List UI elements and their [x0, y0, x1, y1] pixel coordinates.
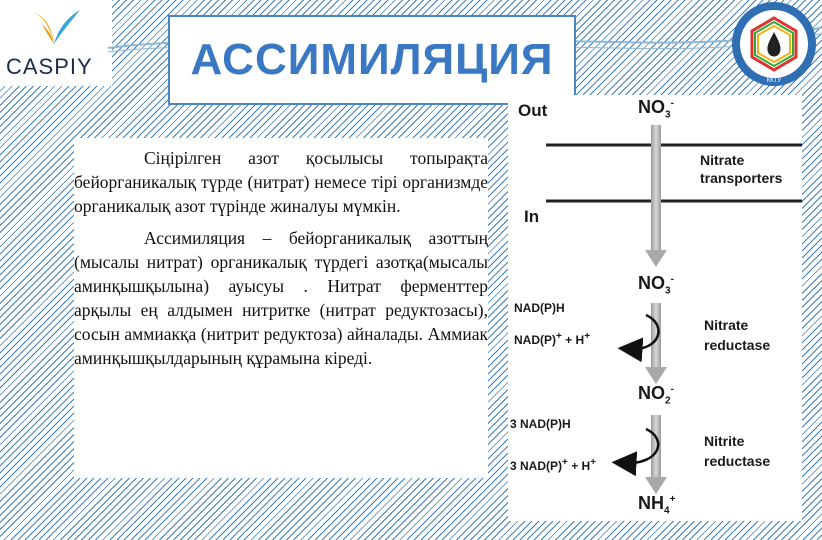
in-label: In	[524, 207, 540, 226]
transporters-label: Nitrate transporters	[700, 152, 783, 186]
nitrite: $NO_2^-$	[638, 383, 674, 407]
out-label: Out	[518, 101, 548, 120]
text-panel	[74, 138, 488, 478]
nitrate-outside: $NO_3^-$	[638, 97, 674, 121]
page-title: АССИМИЛЯЦИЯ	[190, 35, 554, 84]
reduction-arrow-2	[645, 415, 667, 494]
university-emblem-icon	[730, 0, 818, 88]
cofactor-1-out: NAD(P)+ + H+	[514, 331, 591, 347]
cofactor-2-out: 3 NAD(P)+ + H+	[510, 457, 597, 473]
bird-logo-icon	[22, 4, 86, 54]
paragraph-2: Ассимиляция – бейорганикалық азоттың (мысалы нитрат) органикалық түрдегі азотқа(мысалы аминқышқылына) ауысуы . Нитрат ферменттер арқылы ең алдымен нитритке (нитрат редуктозасы), сосын аммиакқа (нитрит редуктоза) айналады. Аммиак аминқышқылдарының құрамына кіреді.	[74, 228, 488, 368]
nitrate-reductase-label: Nitrate reductase	[704, 317, 771, 353]
nitrate-inside: $NO_3^-$	[638, 273, 674, 297]
ammonium: $NH_4^+$	[638, 493, 676, 517]
caspiy-logo	[0, 0, 112, 86]
cofactor-1-in: NAD(P)H	[514, 301, 565, 315]
emblem-caption: ККТУ	[766, 78, 782, 84]
paragraph-1: Сіңірілген азот қосылысы топырақта бейорганикалық түрде (нитрат) немесе тірі организмде органикалық азот түрінде жиналуы мүмкін.	[74, 148, 488, 216]
nitrite-reductase-label: Nitrite reductase	[704, 433, 771, 469]
title-box	[168, 15, 576, 105]
cofactor-2-in: 3 NAD(P)H	[510, 417, 571, 431]
assimilation-diagram	[508, 95, 802, 521]
logo-wordmark: CASPIY	[6, 54, 93, 79]
